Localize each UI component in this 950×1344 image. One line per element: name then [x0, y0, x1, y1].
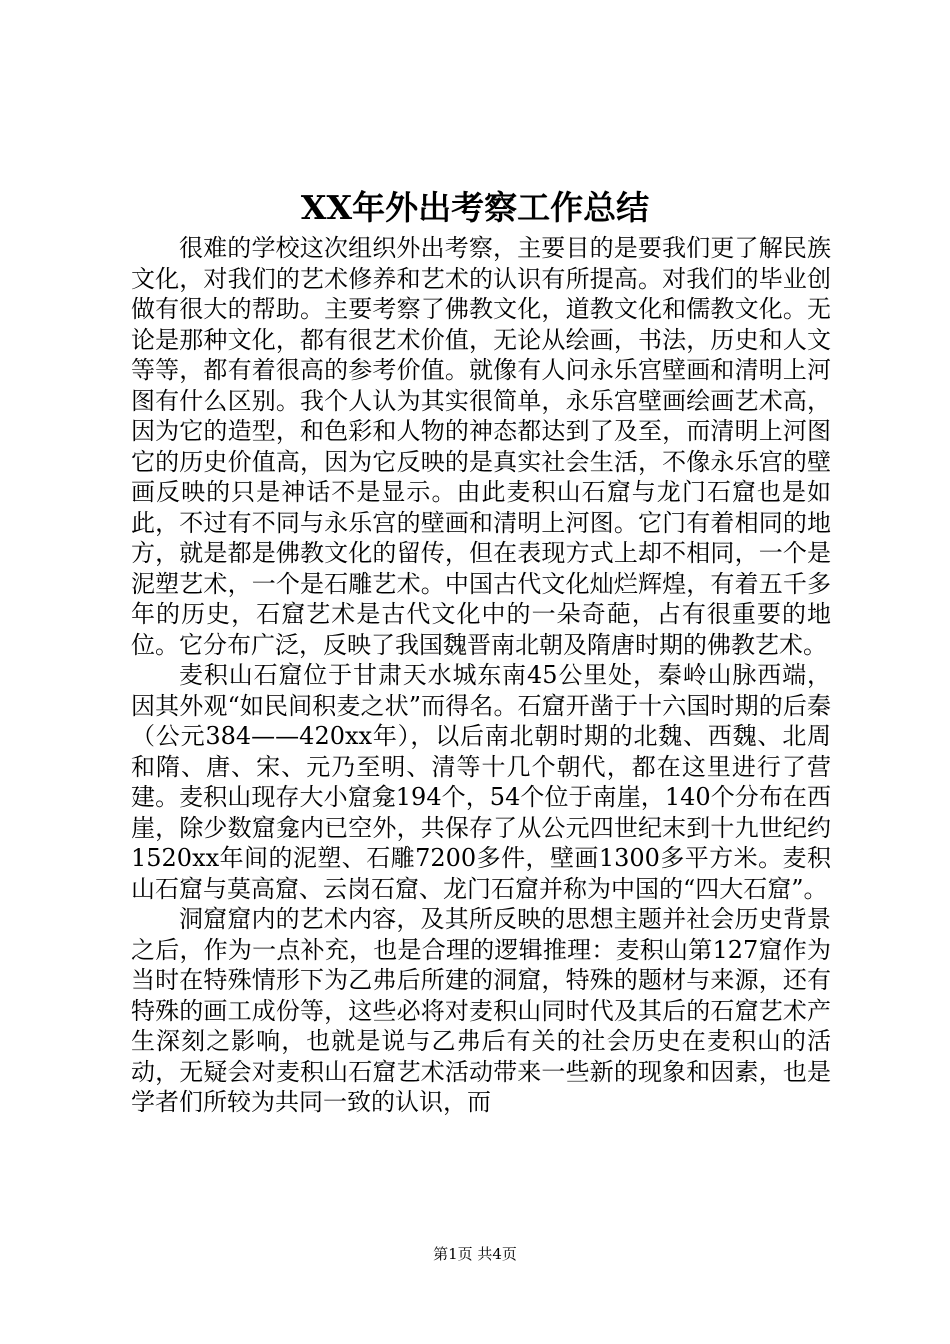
- document-body: [131, 233, 831, 1118]
- paragraph-3: 洞窟窟内的艺术内容，及其所反映的思想主题并社会历史背景之后，作为一点补充，也是合理的逻辑推理：麦积山第127窟作为当时在特殊情形下为乙弗后所建的洞窟，特殊的题材与来源，还有特殊的画工成份等，这些必将对麦积山同时代及其后的石窟艺术产生深刻之影响，也就是说与乙弗后有关的社会历史在麦积山的活动，无疑会对麦积山石窟艺术活动带来一些新的现象和因素，也是学者们所较为共同一致的认识，而: [131, 905, 831, 1116]
- paragraph-1: 很难的学校这次组织外出考察，主要目的是要我们更了解民族文化，对我们的艺术修养和艺术的认识有所提高。对我们的毕业创做有很大的帮助。主要考察了佛教文化，道教文化和儒教文化。无论是那种文化，都有很艺术价值，无论从绘画，书法，历史和人文等等，都有着很高的参考价值。就像有人问永乐宫壁画和清明上河图有什么区别。我个人认为其实很简单，永乐宫壁画绘画艺术高，因为它的造型，和色彩和人物的神态都达到了及至，而清明上河图它的历史价值高，因为它反映的是真实社会生活，不像永乐宫的壁画反映的只是神话不是显示。由此麦积山石窟与龙门石窟也是如此，不过有不同与永乐宫的壁画和清明上河图。它门有着相同的地方，就是都是佛教文化的留传，但在表现方式上却不相同，一个是泥塑艺术，一个是石雕艺术。中国古代文化灿烂辉煌，有着五千多年的历史，石窟艺术是古代文化中的一朵奇葩，占有很重要的地位。它分布广泛，反映了我国魏晋南北朝及隋唐时期的佛教艺术。: [131, 234, 831, 659]
- document-title: XX年外出考察工作总结: [300, 188, 650, 227]
- page-footer: 第1页 共4页: [433, 1245, 517, 1263]
- paragraph-2: 麦积山石窟位于甘肃天水城东南45公里处，秦岭山脉西端，因其外观“如民间积麦之状”而得名。石窟开凿于十六国时期的后秦（公元384——420xx年），以后南北朝时期的北魏、西魏、北周和隋、唐、宋、元乃至明、清等十几个朝代，都在这里进行了营建。麦积山现存大小窟龛194个，54个位于南崖，140个分布在西崖，除少数窟龛内已空外，共保存了从公元四世纪末到十九世纪约1520xx年间的泥塑、石雕7200多件，壁画1300多平方米。麦积山石窟与莫高窟、云岗石窟、龙门石窟并称为中国的“四大石窟”。: [131, 661, 831, 903]
